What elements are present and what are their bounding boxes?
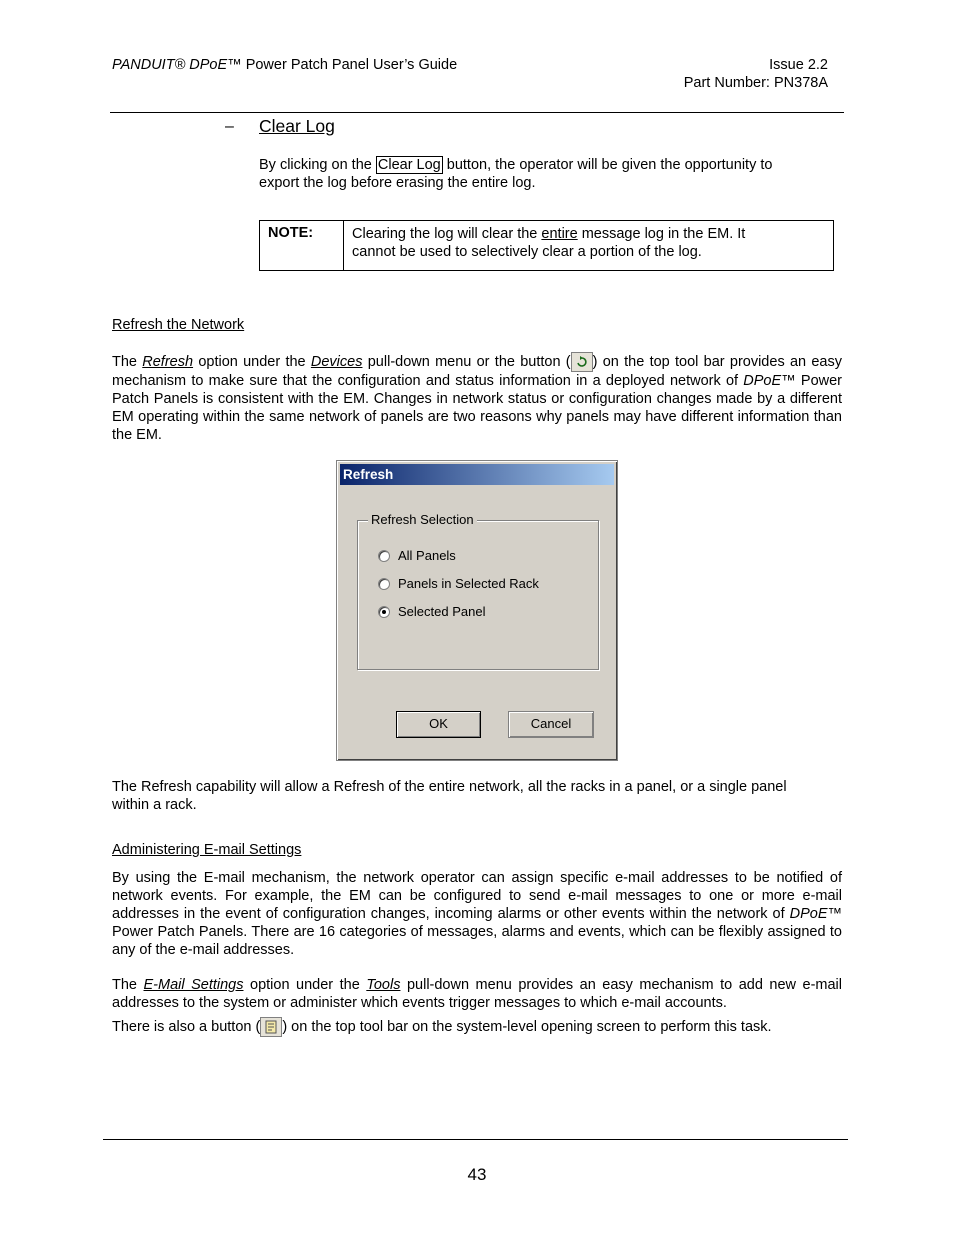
text: The — [112, 354, 143, 370]
product-text: DPoE — [743, 373, 782, 389]
menu-option-ref: Refresh — [142, 354, 194, 370]
radio-panels-in-selected-rack[interactable] — [378, 578, 390, 590]
email-heading: Administering E-mail Settings — [112, 842, 302, 858]
text: By using the E-mail mechanism, the network operator can assign specific e-mail addresses to be notified of network events. For example, the EM can be configured to send e-mail messages to one or more e-mail addresses in the event of configuration changes, incoming alarms or other events within the network of — [112, 870, 842, 922]
text: option under the — [243, 977, 367, 993]
list-dash: – — [225, 118, 234, 135]
email-paragraph-2 — [112, 976, 842, 1012]
text: within a rack. — [112, 797, 197, 813]
radio-selected-panel[interactable] — [378, 606, 390, 618]
text: The Refresh capability will allow a Refresh of the entire network, all the racks in a panel, or a single panel — [112, 779, 787, 795]
refresh-heading: Refresh the Network — [112, 317, 245, 333]
text: pull-down menu provides an easy mechanism to add new e-mail addresses to the system or administer which events trigger messages to which e-mail accounts. — [112, 977, 842, 1011]
header-rule — [110, 112, 844, 113]
menu-ref: Tools — [366, 977, 401, 993]
text: There is also a button ( — [112, 1019, 261, 1035]
text: ™ Power Patch Panels. There are 16 categories of messages, alarms and events, which can be flexibly assigned to any of the e-mail addresses. — [112, 906, 842, 958]
footer-rule — [103, 1139, 848, 1140]
emphasis-text: entire — [541, 226, 578, 242]
text: option under the — [193, 354, 311, 370]
text: message log in the EM. It — [577, 226, 746, 242]
text: export the log before erasing the entire log. — [259, 175, 536, 191]
email-paragraph-3 — [112, 1017, 772, 1037]
text: The — [112, 977, 144, 993]
note-text — [352, 225, 822, 261]
cancel-button[interactable]: Cancel — [508, 711, 594, 738]
email-settings-icon — [260, 1017, 282, 1037]
radio-label-selected-panel[interactable]: Selected Panel — [398, 604, 486, 619]
clear-log-heading: Clear Log — [259, 116, 335, 136]
product-text: DPoE — [789, 906, 828, 922]
dialog-title-bar: Refresh — [340, 464, 614, 485]
refresh-paragraph — [112, 352, 842, 444]
ok-button[interactable]: OK — [396, 711, 481, 738]
text: button, the operator will be given the opportunity to — [442, 157, 773, 173]
clear-log-button-reference: Clear Log — [377, 157, 441, 173]
radio-all-panels[interactable] — [378, 550, 390, 562]
group-label: Refresh Selection — [368, 512, 477, 527]
note-box — [259, 220, 834, 271]
text: pull-down menu or the button ( — [362, 354, 571, 370]
brand-text: PANDUIT® DPoE™ — [112, 57, 242, 73]
email-paragraph-1 — [112, 869, 842, 959]
guide-title-text: Power Patch Panel User’s Guide — [241, 57, 458, 73]
refresh-selection-group — [357, 512, 599, 670]
refresh-dialog — [336, 460, 618, 761]
refresh-icon — [571, 352, 593, 372]
text: cannot be used to selectively clear a portion of the log. — [352, 244, 702, 260]
text: ) on the top tool bar on the system-level opening screen to perform this task. — [282, 1019, 772, 1035]
page-number: 43 — [467, 1165, 487, 1184]
refresh-capability-paragraph — [112, 778, 787, 814]
radio-label-panels-in-selected-rack[interactable]: Panels in Selected Rack — [398, 576, 539, 591]
part-number-text: Part Number: PN378A — [683, 75, 828, 91]
text: ™ Power Patch Panels is consistent with the EM. Changes in network status or configuration changes made by a different EM operating within the same network of panels are two reasons why panels may have different information than the EM. — [112, 373, 842, 443]
text: Clearing the log will clear the — [352, 226, 542, 242]
text: By clicking on the — [259, 157, 376, 173]
menu-option-ref: E-Mail Settings — [143, 977, 244, 993]
radio-label-all-panels[interactable]: All Panels — [398, 548, 456, 563]
text: ) on the top tool bar provides an easy mechanism to make sure that the configuration and status information in a deployed network of — [112, 354, 842, 389]
menu-ref: Devices — [310, 354, 363, 370]
issue-text: Issue 2.2 — [769, 57, 828, 73]
note-label: NOTE: — [260, 221, 344, 270]
radio-selected-dot — [382, 610, 386, 614]
clear-log-paragraph — [259, 156, 772, 192]
running-header-title — [112, 57, 457, 73]
